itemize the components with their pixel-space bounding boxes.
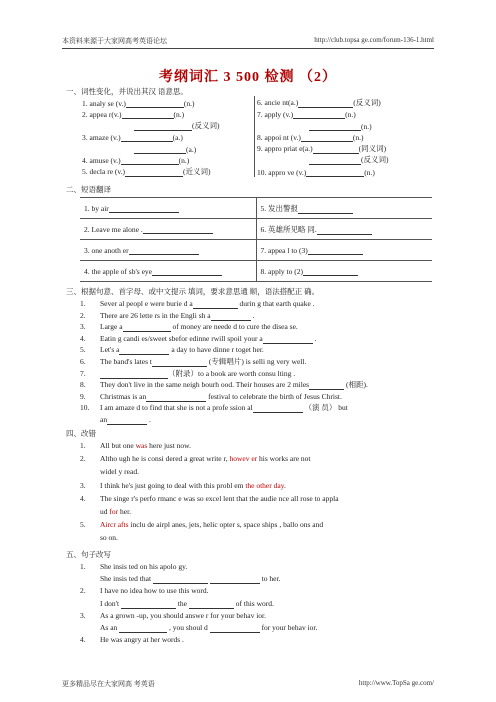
item-number: 1. xyxy=(80,562,86,571)
fill-blank-item xyxy=(80,415,440,425)
item-number: 1. xyxy=(80,441,86,450)
phrase-row xyxy=(80,198,432,219)
header-source: 本资料来源于大家网高考英语论坛 xyxy=(62,37,167,45)
phrase-prompt: 2. Leave me alone . xyxy=(84,224,143,234)
item-text: Let's a xyxy=(100,345,120,355)
phrase-table xyxy=(80,197,432,282)
answer-blank[interactable] xyxy=(253,404,303,413)
section-4-heading: 四、改错 xyxy=(66,429,96,438)
word-form-right xyxy=(255,154,433,166)
item-text: here just now. xyxy=(147,441,191,450)
item-text: of this word. xyxy=(235,598,274,608)
word-form-row xyxy=(80,108,432,120)
footer-url[interactable]: http://www.TopSa ge.com/ xyxy=(358,679,434,687)
item-text: All but one xyxy=(100,441,136,450)
word-hint: (a.) xyxy=(186,144,197,154)
answer-blank[interactable] xyxy=(309,122,361,131)
item-text: so on. xyxy=(100,533,118,543)
word-prompt: 9. appro priat e(a.) xyxy=(257,143,313,153)
section-1-heading: 一、词性变化，并说出其汉 语意思。 xyxy=(66,87,188,96)
word-form-left xyxy=(80,131,255,143)
answer-blank[interactable] xyxy=(298,205,353,214)
word-hint: (反义词) xyxy=(361,155,389,164)
answer-blank[interactable] xyxy=(134,122,192,131)
item-text: . xyxy=(250,310,255,320)
answer-blank[interactable] xyxy=(134,145,186,154)
item-number: 9. xyxy=(80,391,86,401)
answer-blank[interactable] xyxy=(126,99,184,108)
answer-blank[interactable] xyxy=(189,600,234,609)
fill-blank-item xyxy=(80,357,440,367)
word-prompt: 5. decla re (v.) xyxy=(82,166,126,176)
answer-blank[interactable] xyxy=(121,600,176,609)
item-number: 6. xyxy=(80,357,86,366)
item-text: I am amaze d to find that she is not a profe ssion al xyxy=(100,403,253,413)
item-text: They don't live in the same neigh bourh ood. Their houses are 2 miles xyxy=(100,380,310,390)
error-item xyxy=(80,533,440,543)
word-form-right xyxy=(255,119,433,131)
word-form-row xyxy=(80,142,432,154)
answer-blank[interactable] xyxy=(123,323,171,332)
phrase-row xyxy=(80,219,432,240)
item-text: She insis ted on his apolo gy. xyxy=(100,562,188,571)
word-prompt: 1. analy se (v.) xyxy=(82,98,126,108)
rewrite-item xyxy=(80,574,440,584)
phrase-row xyxy=(80,240,432,261)
word-form-right xyxy=(255,142,433,154)
fill-blank-item xyxy=(80,369,440,379)
answer-blank[interactable] xyxy=(152,267,222,276)
word-form-table xyxy=(80,96,432,177)
item-number: 4. xyxy=(80,493,86,503)
item-text: his works are not xyxy=(257,454,311,464)
answer-blank[interactable] xyxy=(317,226,372,235)
word-hint: (n.) xyxy=(361,121,372,131)
item-text: She insis ted that xyxy=(100,574,152,584)
item-text: I think he's just going to deal with this probl em xyxy=(100,480,246,490)
answer-blank[interactable] xyxy=(313,145,359,154)
fill-blank-item xyxy=(80,322,440,332)
phrase-right xyxy=(256,240,432,261)
item-number: 2. xyxy=(80,454,86,464)
item-text: Eatin g candi es/sweet sbefor edinne rwill spoil your a xyxy=(100,333,263,343)
word-form-row xyxy=(80,131,432,143)
error-highlight[interactable]: the other day xyxy=(245,480,284,490)
word-hint: (n.) xyxy=(345,110,356,119)
item-text: The singe r's perfo rmanc e was so excel lent that the audie nce all rose to appla xyxy=(100,493,339,503)
answer-blank[interactable] xyxy=(301,133,353,142)
word-hint: (n.) xyxy=(352,133,364,142)
item-text: an xyxy=(100,415,108,424)
item-text: the xyxy=(177,598,187,608)
error-item xyxy=(80,481,440,491)
word-form-left xyxy=(80,119,255,131)
item-text: As a grown -up, you should answe r for your behav ior. xyxy=(100,610,267,620)
fill-blank-item xyxy=(80,403,440,413)
error-highlight[interactable]: was xyxy=(135,441,148,450)
error-item xyxy=(80,494,440,504)
item-number: 10. xyxy=(80,403,90,413)
item-number: 4. xyxy=(80,333,86,343)
phrase-left xyxy=(80,261,256,282)
fill-blank-item xyxy=(80,334,440,344)
error-item xyxy=(80,454,440,464)
phrase-prompt: 5. 发出警报 xyxy=(260,203,298,213)
item-text: He was angry at her words . xyxy=(100,635,184,645)
phrase-left xyxy=(80,219,256,240)
item-text: . xyxy=(312,333,317,343)
fill-blank-item xyxy=(80,345,440,355)
rewrite-item xyxy=(80,635,440,645)
item-text: (相距). xyxy=(344,380,368,390)
word-form-left xyxy=(80,108,255,120)
phrase-prompt: 8. apply to (2) xyxy=(260,266,303,276)
word-form-right xyxy=(255,165,433,177)
rewrite-item xyxy=(80,623,440,633)
item-number: 5. xyxy=(80,345,86,355)
item-text: Christmas is an xyxy=(100,391,147,401)
word-prompt: 10. appro ve (v.) xyxy=(257,167,307,177)
item-text: I have no idea how to use this word. xyxy=(100,586,209,596)
answer-blank[interactable] xyxy=(119,624,167,633)
answer-blank[interactable] xyxy=(193,300,238,309)
answer-blank[interactable] xyxy=(146,393,206,402)
item-number: 2. xyxy=(80,310,86,320)
word-form-row xyxy=(80,165,432,177)
word-form-row xyxy=(80,96,432,108)
word-form-left xyxy=(80,165,255,177)
fill-blank-item xyxy=(80,392,440,402)
answer-blank[interactable] xyxy=(309,156,361,165)
word-form-right xyxy=(255,108,433,120)
word-form-left xyxy=(80,96,255,108)
word-prompt: 7. apply (v.) xyxy=(257,110,294,119)
error-highlight[interactable]: Aircr afts xyxy=(100,520,129,530)
answer-blank[interactable] xyxy=(298,99,353,108)
phrase-prompt: 3. one anoth er xyxy=(84,245,129,255)
answer-blank[interactable] xyxy=(109,204,179,213)
word-form-left xyxy=(80,154,255,166)
word-hint: (反义词) xyxy=(353,97,381,107)
item-number: 4. xyxy=(80,635,86,645)
answer-blank[interactable] xyxy=(125,168,183,177)
answer-blank[interactable] xyxy=(306,168,364,177)
answer-blank[interactable] xyxy=(122,110,174,119)
phrase-row xyxy=(80,261,432,282)
answer-blank[interactable] xyxy=(100,370,168,379)
item-number: 3. xyxy=(80,480,86,490)
item-text: inclu de airpl anes, jets, helic opter s, space ships , ballo ons and xyxy=(128,520,324,530)
rewrite-item xyxy=(80,562,440,572)
phrase-prompt: 4. the apple of sb's eye xyxy=(84,266,152,276)
item-text: . xyxy=(283,480,286,490)
item-text: , you shoul d xyxy=(169,623,208,632)
rewrite-item xyxy=(80,586,440,596)
error-item xyxy=(80,520,440,530)
error-item xyxy=(80,467,440,477)
word-form-right xyxy=(255,96,433,108)
item-text: for your behav ior. xyxy=(261,623,318,632)
word-prompt: 8. appoi nt (v.) xyxy=(257,133,301,142)
answer-blank[interactable] xyxy=(263,335,313,344)
rewrite-item xyxy=(80,599,440,609)
answer-blank[interactable] xyxy=(119,346,169,355)
item-text: (专辑唱片) is selli ng very well. xyxy=(206,357,307,366)
answer-blank[interactable] xyxy=(121,133,173,142)
phrase-right xyxy=(256,261,432,282)
item-number: 2. xyxy=(80,586,86,596)
item-number: 5. xyxy=(80,520,86,530)
item-number: 8. xyxy=(80,380,86,390)
item-text: her. xyxy=(118,507,132,516)
phrase-left xyxy=(80,198,256,219)
word-hint: (a.) xyxy=(172,133,183,142)
phrase-prompt: 6. 英雄所见略 同. xyxy=(260,224,317,234)
answer-blank[interactable] xyxy=(211,312,251,321)
item-number: 1. xyxy=(80,299,86,308)
error-highlight[interactable]: howev er xyxy=(229,454,258,464)
phrase-prompt: 1. by air xyxy=(84,203,109,213)
section-5-heading: 五、句子改写 xyxy=(66,550,111,559)
item-text: widel y read. xyxy=(100,467,139,477)
item-text: As an xyxy=(100,623,118,632)
word-hint: (n.) xyxy=(364,167,375,177)
section-3-heading: 三、根据句意、首字母、或中文提示 填词，要求意思通 顺，语法搭配正 确。 xyxy=(66,287,320,296)
word-form-left xyxy=(80,142,255,154)
item-text: ud xyxy=(100,507,110,516)
phrase-right xyxy=(256,198,432,219)
item-text: to her. xyxy=(261,574,281,584)
fill-blank-item xyxy=(80,380,440,390)
answer-blank[interactable] xyxy=(143,225,213,234)
word-prompt: 6. ancie nt(a.) xyxy=(257,97,299,107)
item-text: Large a xyxy=(100,322,123,332)
error-highlight[interactable]: for xyxy=(109,507,119,516)
answer-blank[interactable] xyxy=(107,416,147,425)
section-2-heading: 二、短语翻译 xyxy=(66,185,111,194)
word-hint: (反义词) xyxy=(192,120,220,130)
word-prompt: 4. amuse (v.) xyxy=(82,156,121,165)
word-hint: (n.) xyxy=(183,98,195,108)
answer-blank[interactable] xyxy=(121,156,179,165)
word-prompt: 2. appea r(v.) xyxy=(82,110,122,119)
answer-blank[interactable] xyxy=(303,267,358,276)
item-text: of money are neede d to cure the disea se. xyxy=(170,322,298,332)
phrase-left xyxy=(80,240,256,261)
word-hint: (同义词) xyxy=(358,143,387,153)
error-item xyxy=(80,507,440,517)
error-item xyxy=(80,441,440,451)
word-form-row xyxy=(80,119,432,131)
answer-blank[interactable] xyxy=(308,246,363,255)
answer-blank[interactable] xyxy=(152,358,207,367)
footer-text: 更多精品尽在大家网高 考英语 xyxy=(62,680,155,688)
item-number: 3. xyxy=(80,610,86,620)
fill-blank-item xyxy=(80,299,440,309)
fill-blank-item xyxy=(80,311,440,321)
page-header xyxy=(62,36,434,49)
phrase-prompt: 7. appea l to (3) xyxy=(260,245,308,255)
answer-blank[interactable] xyxy=(293,110,345,119)
word-prompt: 3. amaze (v.) xyxy=(82,133,121,142)
item-text: . xyxy=(147,415,151,424)
item-number: 7. xyxy=(80,368,86,378)
answer-blank[interactable] xyxy=(153,575,208,584)
answer-blank[interactable] xyxy=(210,575,260,584)
answer-blank[interactable] xyxy=(129,246,199,255)
item-text: durin g that earth quake . xyxy=(237,299,315,308)
item-number: 3. xyxy=(80,322,86,332)
item-text: I don't xyxy=(100,598,120,608)
word-hint: (n.) xyxy=(178,156,190,165)
word-form-row xyxy=(80,154,432,166)
item-text: （附录）to a book are worth consu lting . xyxy=(168,368,296,378)
page-title: 考纲词汇 3 500 检测 （2） xyxy=(159,70,337,85)
header-url[interactable]: http://club.topsa ge.com/forum-136-1.html xyxy=(314,36,434,44)
item-text: Altho ugh he is consi dered a great write r, xyxy=(100,454,230,464)
answer-blank[interactable] xyxy=(309,381,344,390)
item-text: festival to celebrate the birth of Jesus Christ. xyxy=(206,391,342,401)
word-hint: (近义词) xyxy=(183,166,211,176)
item-text: Sever al peopl e were burie d a xyxy=(100,299,193,308)
word-form-right xyxy=(255,131,433,143)
rewrite-item xyxy=(80,611,440,621)
item-text: a day to have dinne r toget her. xyxy=(169,345,264,355)
word-hint: (n.) xyxy=(173,110,185,119)
phrase-right xyxy=(256,219,432,240)
item-text: There are 26 lette rs in the Engli sh a xyxy=(100,310,211,320)
answer-blank[interactable] xyxy=(210,624,260,633)
item-text: （演 员） but xyxy=(302,403,348,413)
item-text: The band's lates t xyxy=(100,357,152,366)
